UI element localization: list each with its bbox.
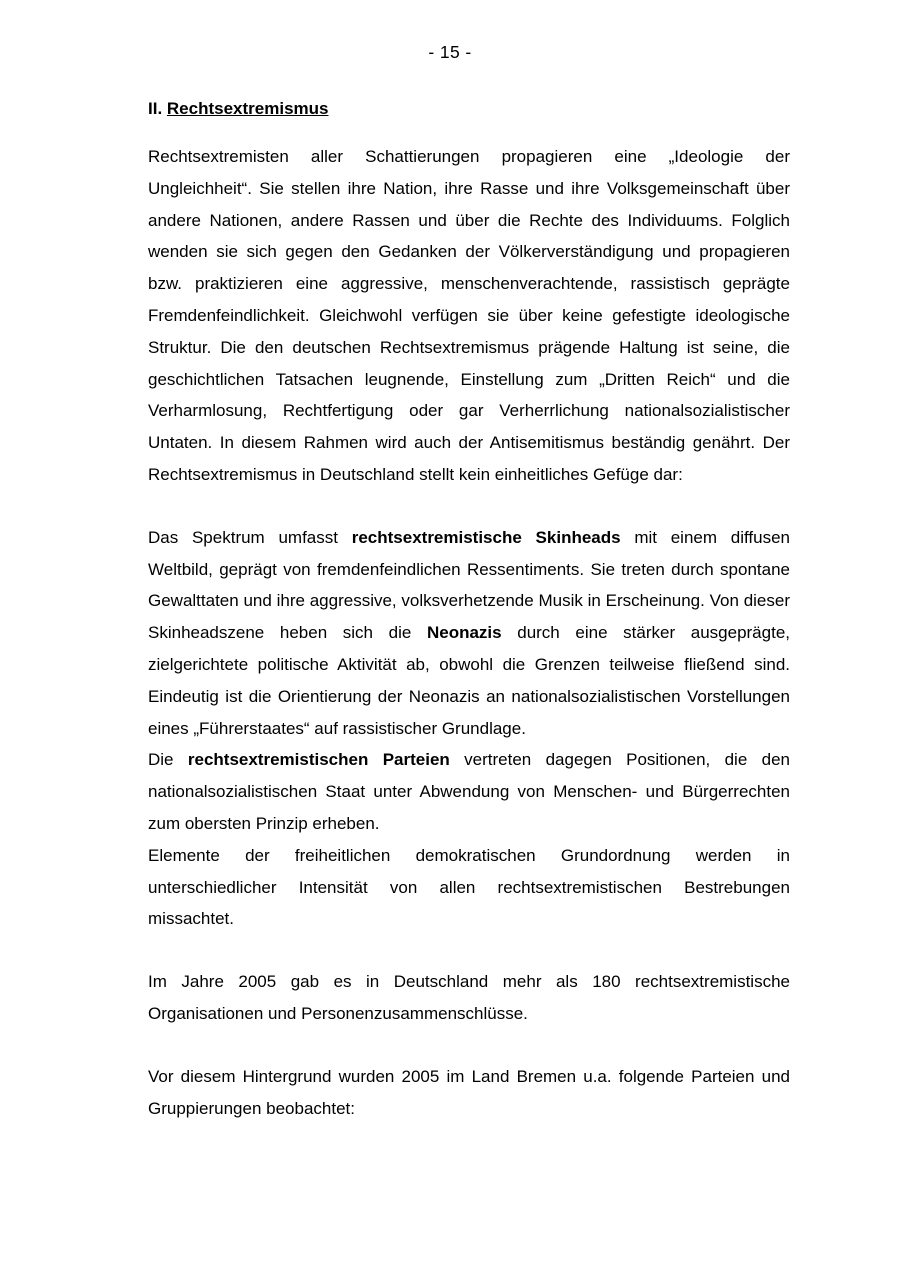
paragraph-parteien-run-2: vertreten dagegen Positionen, die den nationalsozialistischen Staat unter Abwendung von Menschen- und Bürgerrechten zum obersten Prinzip erheben. (148, 750, 791, 833)
paragraph-skinheads-neonazis-run-1: rechtsextremistische Skinheads (351, 527, 621, 547)
paragraph-bremen-beobachtet-run-0: Vor diesem Hintergrund wurden 2005 im Land Bremen u.a. folgende Parteien und Gruppierungen beobachtet: (148, 1066, 790, 1118)
paragraph-skinheads-neonazis-run-0: Das Spektrum umfasst (148, 527, 352, 547)
paragraph-grundordnung (148, 840, 790, 935)
paragraph-parteien-run-1: rechtsextremistischen Parteien (187, 750, 450, 770)
page-number: - 15 - (428, 42, 472, 62)
paragraph-organisationen-2005 (148, 966, 790, 1030)
paragraph-parteien-run-0: Die (148, 750, 188, 770)
paragraph-skinheads-neonazis (148, 522, 790, 745)
paragraph-skinheads-neonazis-run-4: durch eine stärker ausgeprägte, zielgerichtete politische Aktivität ab, obwohl die Grenzen teilweise fließend sind. Eindeutig ist die Orientierung der Neonazis an nationalsozialistischen Vorstellungen eines „Führerstaates“ auf rassistischer Grundlage. (148, 623, 790, 738)
section-heading (148, 99, 790, 119)
paragraph-parteien (148, 744, 790, 839)
paragraph-grundordnung-run-0: Elemente der freiheitlichen demokratischen Grundordnung werden in unterschiedlicher Intensität von allen rechtsextremistischen Bestrebungen missachtet. (148, 845, 790, 929)
document-body (148, 141, 790, 1124)
section-heading-title: Rechtsextremismus (166, 99, 329, 118)
paragraph-ideologie (148, 141, 790, 491)
paragraph-ideologie-run-0: Rechtsextremisten aller Schattierungen propagieren eine „Ideologie der Ungleichheit“. Sie stellen ihre Nation, ihre Rasse und ihre Volksgemeinschaft über andere Nationen, andere Rassen und über die Rechte des Individuums. Folglich wenden sie sich gegen den Gedanken der Völkerverständigung und propagieren bzw. praktizieren eine aggressive, menschenverachtende, rassistisch geprägte Fremdenfeindlichkeit. Gleichwohl verfügen sie über keine gefestigte ideologische Struktur. Die den deutschen Rechtsextremismus prägende Haltung ist seine, die geschichtlichen Tatsachen leugnende, Einstellung zum „Dritten Reich“ und die Verharmlosung, Rechtfertigung oder gar Verherrlichung nationalsozialistischer Untaten. In diesem Rahmen wird auch der Antisemitismus beständig genährt. Der Rechtsextremismus in Deutschland stellt kein einheitliches Gefüge dar: (148, 147, 790, 484)
paragraph-skinheads-neonazis-run-3: Neonazis (426, 623, 502, 643)
paragraph-skinheads-neonazis-run-2: mit einem diffusen Weltbild, geprägt von fremdenfeindlichen Ressentiments. Sie treten durch spontane Gewalttaten und ihre aggressive, volksverhetzende Musik in Erscheinung. Von dieser Skinheadszene heben sich die (148, 527, 791, 643)
paragraph-bremen-beobachtet (148, 1061, 790, 1125)
paragraph-organisationen-2005-run-0: Im Jahre 2005 gab es in Deutschland mehr als 180 rechtsextremistische Organisationen und Personenzusammenschlüsse. (148, 972, 790, 1023)
section-heading-numeral: II. (148, 99, 167, 118)
